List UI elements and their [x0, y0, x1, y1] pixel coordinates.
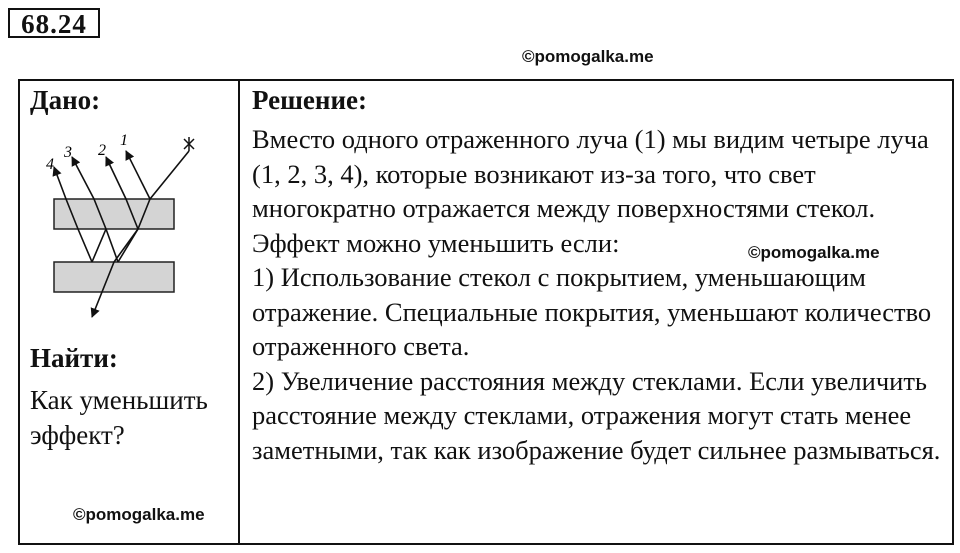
solution-paragraph-intro: Вместо одного отраженного луча (1) мы видим четыре луча (1, 2, 3, 4), которые возникают из-за того, что свет многократно отражается между поверхностями стекол. — [252, 124, 929, 223]
watermark-bottom: ©pomogalka.me — [73, 505, 205, 524]
glass-plate-bottom — [54, 262, 174, 292]
solution-paragraph-method-2: 2) Увеличение расстояния между стеклами. Если увеличить расстояние между стеклами, отражения могут стать менее заметными, так как изображение будет сильнее размываться. — [252, 365, 941, 465]
task-number: 68.24 — [8, 8, 100, 38]
column-divider — [238, 81, 240, 543]
solution-table — [18, 79, 954, 545]
given-title: Дано: — [30, 85, 101, 115]
ray-label-3: 3 — [64, 144, 72, 161]
find-text: Как уменьшить эффект? — [30, 385, 208, 450]
reflection-diagram — [32, 127, 222, 337]
watermark-middle: ©pomogalka.me — [748, 243, 880, 262]
ray-label-2: 2 — [98, 142, 106, 159]
ray-label-4: 4 — [46, 156, 54, 173]
solution-paragraph-effect: Эффект можно уменьшить если: — [252, 227, 620, 258]
solution-title: Решение: — [252, 85, 367, 115]
find-title: Найти: — [30, 343, 118, 373]
solution-paragraph-method-1: 1) Использование стекол с покрытием, уменьшающим отражение. Специальные покрытия, уменьшают количество отраженного света. — [252, 262, 932, 361]
watermark-top: ©pomogalka.me — [522, 47, 654, 66]
ray-label-1: 1 — [120, 132, 128, 149]
solution-text — [252, 122, 947, 467]
light-source-star — [184, 137, 194, 151]
